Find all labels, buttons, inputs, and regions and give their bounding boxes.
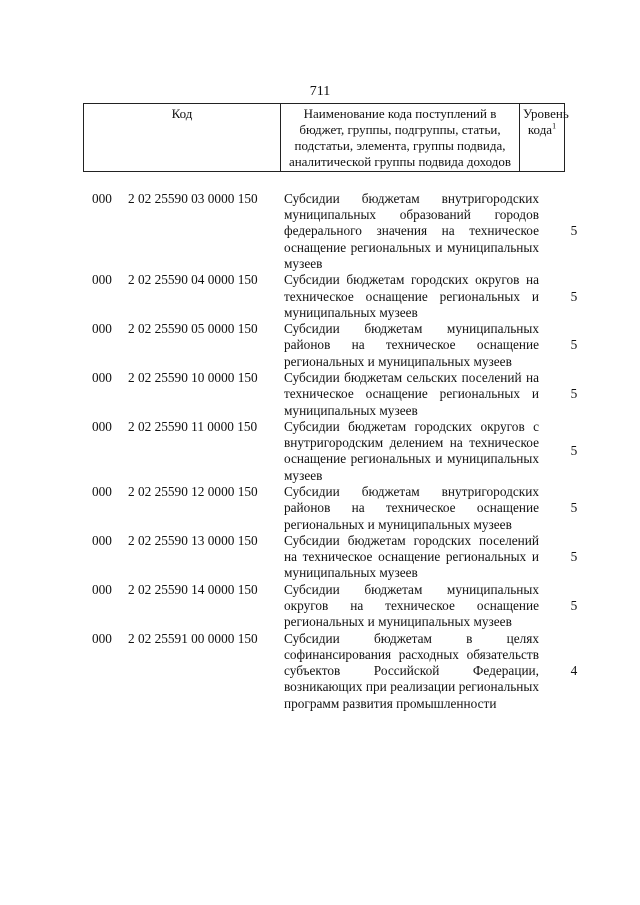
row-name: Субсидии бюджетам внутригородских районов на техническое оснащение региональных и муниципальных музеев (284, 484, 539, 532)
row-prefix: 000 (92, 419, 112, 435)
row-name: Субсидии бюджетам муниципальных округов на техническое оснащение региональных и муниципальных музеев (284, 581, 539, 630)
row-level: 5 (570, 500, 578, 516)
row-prefix: 000 (92, 484, 112, 500)
row-code: 2 02 25590 10 0000 150 (128, 370, 258, 386)
row-prefix: 000 (92, 370, 112, 386)
row-code: 2 02 25590 14 0000 150 (128, 581, 258, 597)
table-header (83, 103, 569, 172)
row-name: Субсидии бюджетам внутригородских муниципальных образований городов федерального значения на техническое оснащение региональных и муниципальных музеев (284, 191, 539, 271)
row-level: 5 (570, 549, 578, 565)
table-row (0, 631, 640, 712)
row-code: 2 02 25590 05 0000 150 (128, 321, 258, 337)
header-code: Код (84, 104, 281, 172)
table-row (0, 484, 640, 533)
row-name: Субсидии бюджетам в целях софинансирования расходных обязательств субъектов Российской Федерации, возникающих при реализации региональных программ развития промышленности (284, 630, 539, 711)
row-level: 4 (570, 663, 578, 679)
row-code: 2 02 25590 03 0000 150 (128, 191, 258, 206)
row-prefix: 000 (92, 272, 112, 288)
row-name: Субсидии бюджетам городских округов на техническое оснащение региональных и муниципальных музеев (284, 272, 539, 320)
page-number: 711 (309, 84, 331, 99)
table-row (0, 272, 640, 321)
row-level: 5 (570, 386, 578, 402)
table-row (0, 582, 640, 631)
header-level-label: Уровень кода (523, 106, 569, 137)
row-prefix: 000 (92, 630, 112, 646)
row-prefix: 000 (92, 533, 112, 549)
row-code: 2 02 25590 12 0000 150 (128, 484, 258, 500)
table-row (0, 370, 640, 419)
table-row (0, 191, 640, 272)
row-level: 5 (570, 443, 578, 459)
row-name: Субсидии бюджетам городских округов с внутригородским делением на техническое оснащение региональных и муниципальных музеев (284, 419, 539, 483)
row-level: 5 (570, 223, 578, 239)
table-row (0, 321, 640, 370)
table-row (0, 533, 640, 582)
row-code: 2 02 25591 00 0000 150 (128, 630, 258, 646)
row-prefix: 000 (92, 321, 112, 337)
row-code: 2 02 25590 04 0000 150 (128, 272, 258, 288)
row-name: Субсидии бюджетам муниципальных районов на техническое оснащение региональных и муниципальных музеев (284, 321, 539, 369)
header-level-footnote: 1 (552, 121, 557, 131)
header-level (520, 104, 569, 172)
row-prefix: 000 (92, 581, 112, 597)
row-level: 5 (570, 337, 578, 353)
row-code: 2 02 25590 13 0000 150 (128, 533, 258, 549)
table-body (0, 191, 640, 712)
row-name: Субсидии бюджетам городских поселений на техническое оснащение региональных и муниципальных музеев (284, 533, 539, 581)
row-level: 5 (570, 288, 578, 304)
row-level: 5 (570, 598, 578, 614)
table-row (0, 419, 640, 484)
row-name: Субсидии бюджетам сельских поселений на техническое оснащение региональных и муниципальных музеев (284, 370, 539, 418)
header-name: Наименование кода поступлений в бюджет, группы, подгруппы, статьи, подстатьи, элемента, группы подвида, аналитической группы подвида доходов (281, 104, 520, 172)
row-prefix: 000 (92, 191, 112, 206)
row-code: 2 02 25590 11 0000 150 (128, 419, 258, 435)
